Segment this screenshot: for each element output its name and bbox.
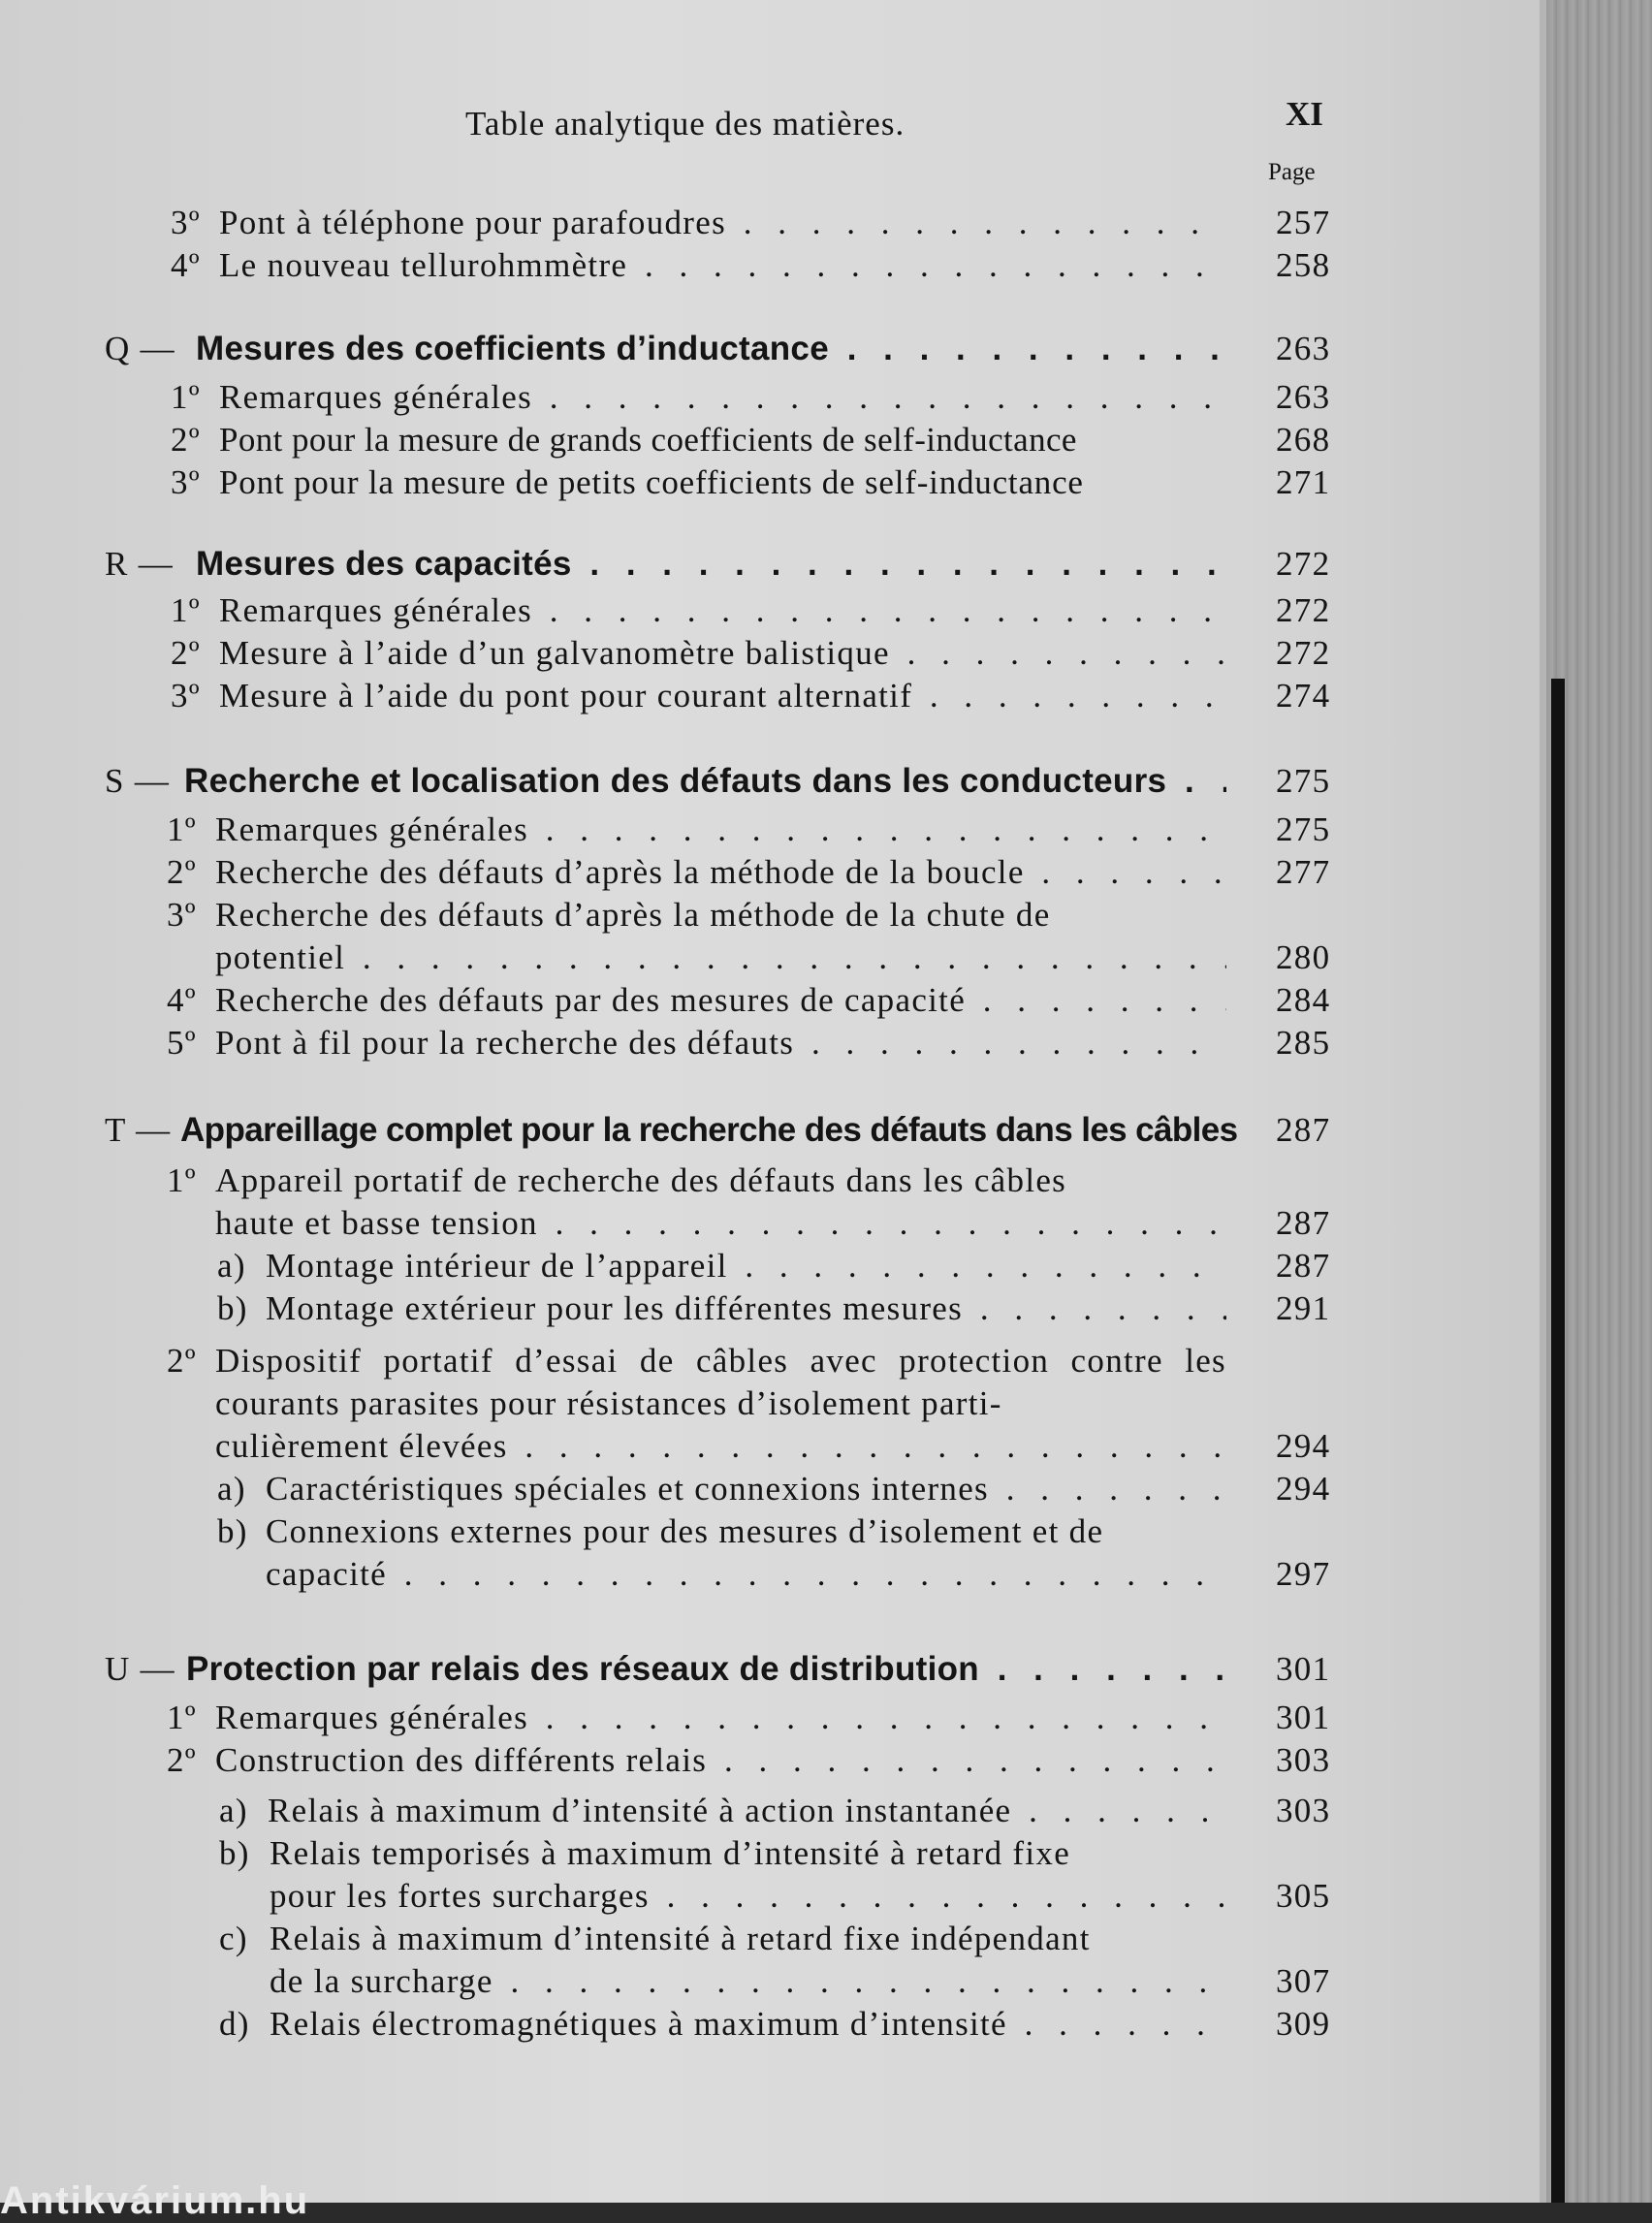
entry-title-line: les courants parasites pour résistances d’isolement parti- [215, 1342, 1226, 1422]
entry-page: 309 [1276, 2005, 1331, 2043]
entry-number: 1º [167, 1699, 197, 1736]
entry-title: Construction des différents relais . . . [215, 1739, 1226, 1782]
entry-page: 263 [1276, 330, 1331, 367]
entry-page: 271 [1276, 463, 1331, 501]
entry-title: Montage extérieur pour les différentes mesures . . . [266, 1287, 1226, 1330]
entry-title-continuation: pour les fortes surcharges . . . [270, 1875, 1226, 1918]
entry-letter: c) [219, 1920, 248, 1957]
entry-number: 1º [167, 810, 197, 848]
page-shadow [1551, 679, 1565, 2203]
entry-title: Remarques générales . . . [215, 809, 1226, 851]
entry-number: 2º [171, 634, 201, 672]
entry-letter: b) [217, 1289, 248, 1327]
entry-title-continuation: potentiel . . . [215, 937, 1226, 979]
entry-number: 2º [167, 1342, 197, 1380]
entry-page: 287 [1276, 1247, 1331, 1285]
entry-page: 257 [1276, 204, 1331, 241]
entry-title: Caractéristiques spéciales et connexions internes . . . [266, 1468, 1226, 1510]
entry-title: Recherche des défauts par des mesures de capacité . . . [215, 979, 1226, 1022]
entry-page: 285 [1276, 1024, 1331, 1062]
entry-title: Remarques générales . . . [215, 1697, 1226, 1739]
entry-number: 2º [167, 1741, 197, 1779]
entry-number: 3º [167, 896, 197, 934]
entry-page: 294 [1276, 1470, 1331, 1508]
section-letter: R — [105, 545, 174, 583]
entry-letter: a) [217, 1247, 246, 1285]
entry-title: Pont à téléphone pour parafoudres . . . [219, 202, 1226, 244]
entry-title-line: Relais temporisés à maximum d’intensité à retard fixe [270, 1834, 1071, 1872]
entry-title [215, 894, 1226, 979]
section-title: Protection par relais des réseaux de distribution . . . [186, 1648, 1226, 1691]
entry-page: 307 [1276, 1962, 1331, 2000]
entry-letter: b) [219, 1834, 250, 1872]
entry-page: 280 [1276, 938, 1331, 976]
section-letter: S — [105, 762, 171, 800]
entry-title: Relais électromagnétiques à maximum d’intensité . . . [270, 2003, 1226, 2046]
section-title: Mesures des capacités . . . [196, 543, 1226, 586]
entry-title [215, 1340, 1226, 1468]
entry-page: 294 [1276, 1427, 1331, 1465]
entry-page: 301 [1276, 1650, 1331, 1688]
entry-page: 303 [1276, 1792, 1331, 1829]
entry-title: Pont à fil pour la recherche des défauts . . . [215, 1022, 1226, 1064]
entry-title-line: Relais à maximum d’intensité à retard fixe indépendant [270, 1920, 1091, 1957]
entry-page: 275 [1276, 762, 1331, 800]
entry-number: 1º [171, 591, 201, 629]
entry-title [266, 1510, 1226, 1596]
entry-page: 263 [1276, 378, 1331, 416]
entry-number: 3º [171, 204, 201, 241]
entry-title: Recherche des défauts d’après la méthode de la boucle . . . [215, 851, 1226, 894]
entry-title-continuation: haute et basse tension . . . [215, 1202, 1226, 1245]
entry-number: 2º [167, 853, 197, 891]
entry-page: 272 [1276, 545, 1331, 583]
entry-page: 284 [1276, 981, 1331, 1019]
entry-page: 291 [1276, 1289, 1331, 1327]
section-letter: U — [105, 1650, 175, 1688]
entry-title [215, 1159, 1226, 1245]
entry-page: 301 [1276, 1699, 1331, 1736]
entry-page: 277 [1276, 853, 1331, 891]
entry-number: 1º [171, 378, 201, 416]
entry-letter: a) [219, 1792, 248, 1829]
entry-title: Mesure à l’aide d’un galvanomètre balistique . . . [219, 632, 1226, 675]
entry-page: 258 [1276, 246, 1331, 284]
entry-letter: b) [217, 1512, 248, 1550]
entry-title: Remarques générales . . . [219, 376, 1226, 419]
entry-page: 297 [1276, 1555, 1331, 1593]
entry-title: Pont pour la mesure de petits coefficients de self-inductance [219, 463, 1084, 501]
running-title: Table analytique des matières. [465, 105, 905, 143]
section-title: Appareillage complet pour la recherche des défauts dans les câbles [180, 1111, 1238, 1149]
entry-page: 272 [1276, 591, 1331, 629]
entry-number: 1º [167, 1161, 197, 1199]
entry-page: 272 [1276, 634, 1331, 672]
entry-title-continuation: culièrement élevées . . . [215, 1425, 1226, 1468]
entry-page: 303 [1276, 1741, 1331, 1779]
entry-title-continuation: de la surcharge . . . [270, 1960, 1226, 2003]
watermark: Antikvárium.hu [0, 2179, 310, 2222]
entry-page: 274 [1276, 677, 1331, 715]
entry-title-line: Connexions externes pour des mesures d’isolement et de [266, 1512, 1104, 1550]
section-title: Recherche et localisation des défauts dans les conducteurs . . . [184, 760, 1226, 803]
entry-letter: a) [217, 1470, 246, 1508]
entry-title-line: Appareil portatif de recherche des défauts dans les câbles [215, 1161, 1067, 1199]
entry-title [270, 1918, 1226, 2003]
entry-title: Montage intérieur de l’appareil . . . [266, 1245, 1226, 1287]
entry-letter: d) [219, 2005, 250, 2043]
entry-number: 5º [167, 1024, 197, 1062]
entry-title [270, 1832, 1226, 1918]
section-letter: Q — [105, 330, 175, 367]
entry-title-continuation: capacité . . . [266, 1553, 1226, 1596]
page-number-roman: XI [1286, 95, 1323, 133]
entry-number: 2º [171, 421, 201, 459]
entry-page: 268 [1276, 421, 1331, 459]
entry-number: 3º [171, 677, 201, 715]
entry-number: 4º [167, 981, 197, 1019]
entry-number: 4º [171, 246, 201, 284]
entry-title-line: Recherche des défauts d’après la méthode de la chute de [215, 896, 1051, 934]
entry-title: Remarques générales . . . [219, 589, 1226, 632]
page-column-label: Page [1268, 159, 1316, 185]
entry-title: Pont pour la mesure de grands coefficients de self-inductance [219, 421, 1077, 459]
entry-title: Mesure à l’aide du pont pour courant alternatif . . . [219, 675, 1226, 717]
entry-title: Le nouveau tellurohmmètre . . . [219, 244, 1226, 287]
entry-title: Relais à maximum d’intensité à action instantanée . . . [268, 1790, 1226, 1832]
entry-page: 287 [1276, 1204, 1331, 1242]
entry-page: 305 [1276, 1877, 1331, 1915]
section-title: Mesures des coefficients d’inductance . . . [196, 328, 1226, 370]
entry-page: 275 [1276, 810, 1331, 848]
entry-number: 3º [171, 463, 201, 501]
entry-page: 287 [1276, 1111, 1331, 1149]
section-letter: T — [105, 1111, 172, 1149]
entry-title-line: Dispositif portatif d’essai de câbles avec protection contre [215, 1342, 1163, 1380]
